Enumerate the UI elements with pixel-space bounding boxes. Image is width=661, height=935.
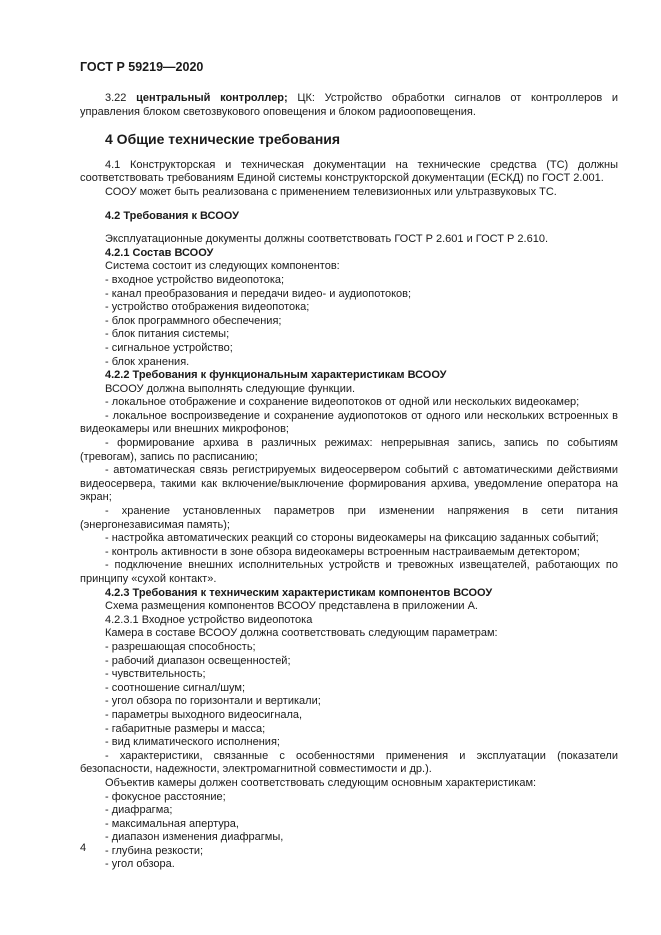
section-4-2-1-title: 4.2.1 Состав ВСООУ [105, 246, 214, 259]
section-4-2-3-1-title: 4.2.3.1 Входное устройство видеопотока [105, 613, 313, 626]
definition-term: центральный контроллер; [136, 92, 288, 104]
list-item: - чувствительность; [105, 668, 206, 681]
list-item: - рабочий диапазон освещенностей; [105, 654, 291, 667]
list-item: - габаритные размеры и масса; [105, 722, 266, 735]
list-item: - соотношение сигнал/шум; [105, 681, 246, 694]
list-item: - формирование архива в различных режимах: непрерывная запись, запись по событиям (тревогам), запись по расписанию; [80, 437, 618, 463]
document-body [80, 92, 618, 872]
list-item: - устройство отображения видеопотока; [105, 301, 310, 314]
list-item: - входное устройство видеопотока; [105, 273, 285, 286]
list-item: - сигнальное устройство; [105, 341, 233, 354]
list-item: - хранение установленных параметров при изменении напряжения в сети питания (энергонезависимая память); [80, 505, 618, 531]
list-item: - угол обзора по горизонтали и вертикали; [105, 695, 321, 708]
list-item: - вид климатического исполнения; [105, 736, 280, 749]
list-item: - разрешающая способность; [105, 640, 256, 653]
section-4-title: 4 Общие технические требования [105, 131, 341, 148]
list-item: - канал преобразования и передачи видео- и аудиопотоков; [105, 287, 412, 300]
section-4-2-1-intro: Система состоит из следующих компонентов: [105, 260, 340, 273]
list-item: - блок программного обеспечения; [105, 314, 282, 327]
list-item: - фокусное расстояние; [105, 790, 226, 803]
section-4-2-3-text: Схема размещения компонентов ВСООУ представлена в приложении А. [105, 600, 478, 613]
list-item: - локальное отображение и сохранение видеопотоков от одной или нескольких видеокамер; [105, 396, 580, 409]
list-item: - характеристики, связанные с особенностями применения и эксплуатации (показатели безопасности, надежности, электромагнитной совместимости и др.). [80, 749, 618, 776]
list-item: - контроль активности в зоне обзора видеокамеры встроенным настраиваемым детектором; [105, 545, 580, 558]
definition-text: ЦК: Устройство обработки сигналов от контроллеров и управления блоком светозвукового оповещения и блоком радиооповещения. [80, 92, 619, 118]
list-item: - диафрагма; [105, 804, 173, 817]
list-item: - параметры выходного видеосигнала, [105, 708, 303, 721]
section-4-text: СООУ может быть реализована с применением телевизионных или ультразвуковых ТС. [105, 185, 557, 198]
list-item: - подключение внешних исполнительных устройств и тревожных извещателей, работающих по принципу «сухой контакт». [80, 559, 618, 585]
list-item: - блок питания системы; [105, 328, 230, 341]
definition-3-22 [80, 92, 618, 119]
section-4-2-2-title: 4.2.2 Требования к функциональным характеристикам ВСООУ [105, 369, 447, 382]
document-header: ГОСТ Р 59219—2020 [80, 60, 204, 74]
list-item: - настройка автоматических реакций со стороны видеокамеры на фиксацию заданных событий; [105, 532, 599, 545]
list-item: - глубина резкости; [105, 844, 204, 857]
list-item: - диапазон изменения диафрагмы, [105, 831, 284, 844]
list-item: - максимальная апертура, [105, 817, 239, 830]
page-number: 4 [80, 842, 87, 854]
lens-params-intro: Объектив камеры должен соответствовать следующим основным характеристикам: [105, 776, 537, 789]
list-item: - угол обзора. [105, 858, 175, 871]
section-4-1: 4.1 Конструкторская и техническая документации на технические средства (ТС) должны соответствовать требованиям Единой системы конструкторской документации (ЕСКД) по ГОСТ 2.001. [80, 158, 618, 185]
list-item: - блок хранения. [105, 355, 190, 368]
list-item: - автоматическая связь регистрируемых видеосервером событий с автоматическими действиями видеосервера, такими как включение/выключение формирования архива, уведомление оператора на экран; [80, 464, 618, 504]
list-item: - локальное воспроизведение и сохранение аудиопотоков от одного или нескольких встроенных в видеокамеры или внешних микрофонов; [80, 409, 618, 436]
section-4-2-3-title: 4.2.3 Требования к техническим характеристикам компонентов ВСООУ [105, 586, 493, 599]
section-4-2-title: 4.2 Требования к ВСООУ [105, 209, 239, 222]
section-4-2-2-intro: ВСООУ должна выполнять следующие функции. [105, 382, 356, 395]
section-4-2-text: Эксплуатационные документы должны соответствовать ГОСТ Р 2.601 и ГОСТ Р 2.610. [105, 233, 548, 246]
definition-number: 3.22 [105, 92, 127, 104]
camera-params-intro: Камера в составе ВСООУ должна соответствовать следующим параметрам: [105, 627, 498, 640]
